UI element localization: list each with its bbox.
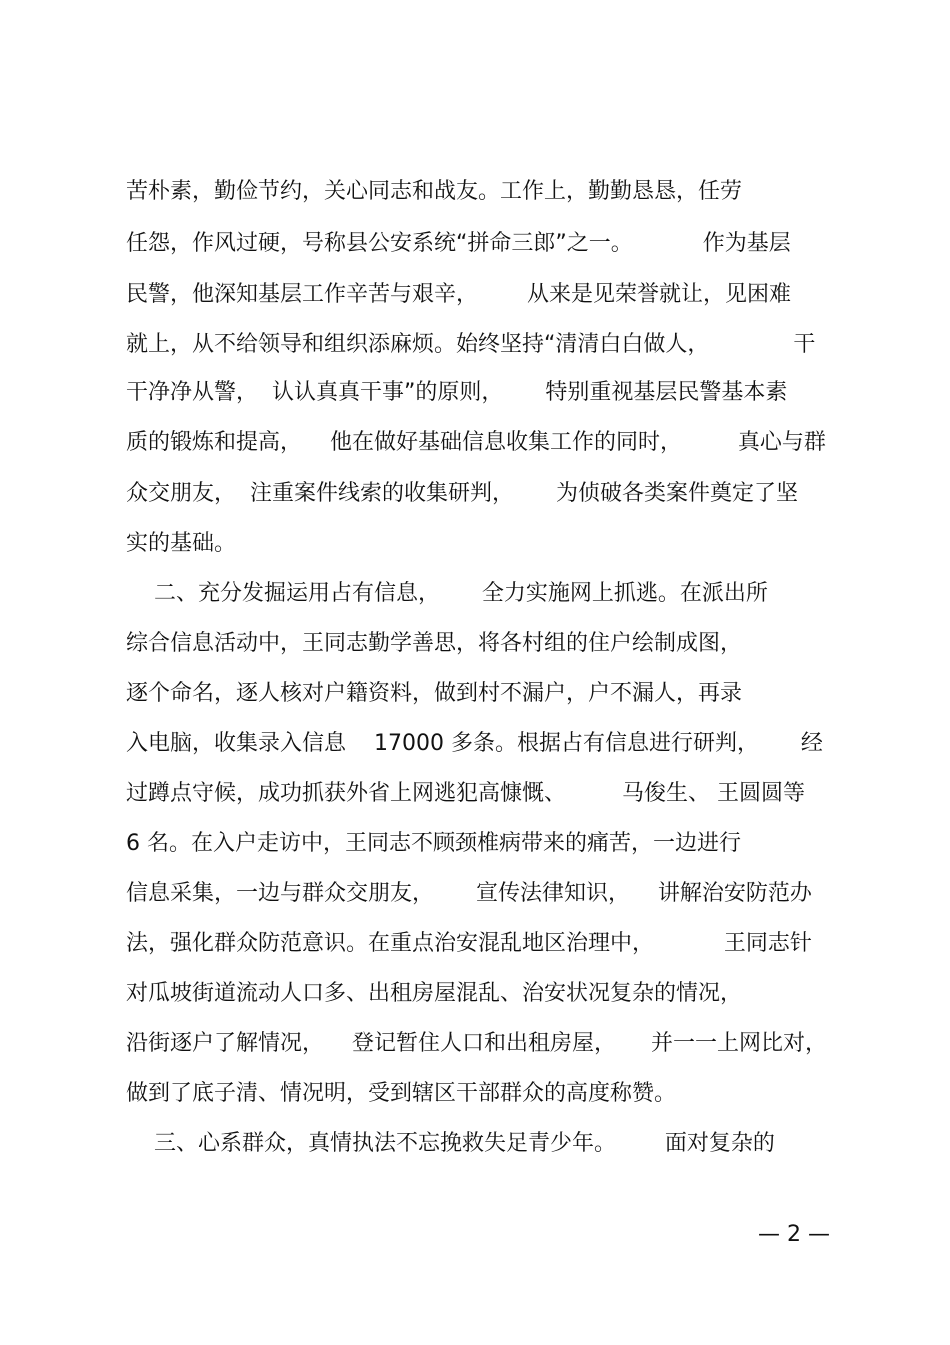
text-line: 做到了底子清、情况明，受到辖区干部群众的高度称赞。 [126,1081,677,1106]
text-line: 法，强化群众防范意识。在重点治安混乱地区治理中， 王同志针 [126,931,812,956]
text-line: 质的锻炼和提高， 他在做好基础信息收集工作的同时， 真心与群 [126,430,826,455]
text-line: 苦朴素，勤俭节约，关心同志和战友。工作上，勤勤恳恳，任劳 [126,179,743,204]
text-line: 二、充分发掘运用占有信息， 全力实施网上抓逃。在派出所 [126,581,768,606]
text-line: 信息采集，一边与群众交朋友， 宣传法律知识， 讲解治安防范办 [126,881,812,906]
page-number: — 2 — [758,1222,830,1247]
text-line: 过蹲点守候，成功抓获外省上网逃犯高慷慨、 马俊生、 王圆圆等 [126,781,805,806]
text-line: 6 名。在入户走访中，王同志不顾颈椎病带来的痛苦，一边进行 [126,831,741,856]
text-line: 沿街逐户了解情况， 登记暂住人口和出租房屋， 并一一上网比对， [126,1031,827,1056]
text-line: 民警，他深知基层工作辛苦与艰辛， 从来是见荣誉就让，见困难 [126,282,791,307]
text-line: 综合信息活动中，王同志勤学善思，将各村组的住户绘制成图， [126,631,743,656]
text-line: 任怨，作风过硬，号称县公安系统“拼命三郎”之一。 作为基层 [126,231,791,256]
text-line: 实的基础。 [126,531,237,556]
text-line: 入电脑，收集录入信息 17000 多条。根据占有信息进行研判， 经 [126,731,823,756]
text-line: 逐个命名，逐人核对户籍资料，做到村不漏户，户不漏人，再录 [126,681,743,706]
text-line: 干净净从警， 认认真真干事”的原则， 特别重视基层民警基本素 [126,380,788,405]
text-line: 就上，从不给领导和组织添麻烦。始终坚持“清清白白做人， 干 [126,332,816,357]
text-line: 众交朋友， 注重案件线索的收集研判， 为侦破各类案件奠定了坚 [126,481,798,506]
text-line: 三、心系群众，真情执法不忘挽救失足青少年。 面对复杂的 [126,1131,775,1156]
text-line: 对瓜坡街道流动人口多、出租房屋混乱、治安状况复杂的情况， [126,981,743,1006]
